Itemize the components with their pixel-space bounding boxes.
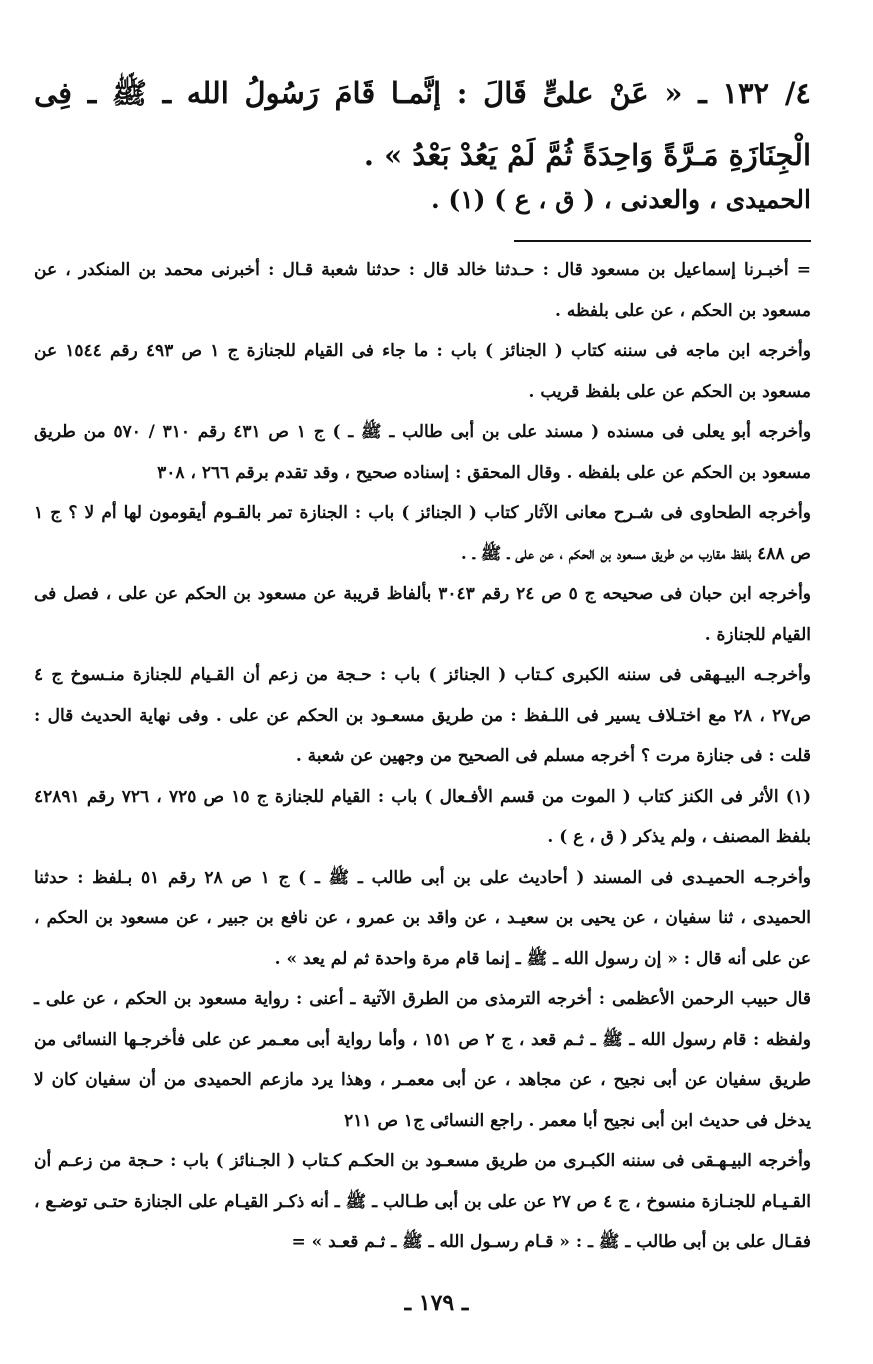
footnote-paragraph: وأخرجـه الحميـدى فى المسند ( أحاديث على بن أبى طالب ـ ﷺ ـ ) ج ١ ص ٢٨ رقم ٥١ بـلفظ : حدثنا الحميدى ، ثنا سفيان ، عن يحيى بن سعيـد ، عن واقد بن عمرو ، عن نافع بن جبير ، عن مسعود بن الحكم ، عن على أنه قال : « إن رسول الله ـ ﷺ ـ إنما قام مرة واحدة ثم لم يعد » .	[34, 867, 811, 969]
footnote-paragraph: وأخرجـه البيـهقى فى سننه الكبرى كـتاب ( الجنائز ) باب : حـجة من زعم أن القـيام للجنازة منـسوخ ج ٤ ص٢٧ ، ٢٨ مع اختـلاف يسير فى اللـفظ : من طريق مسعـود بن الحكم عن على . وفى نهاية الحديث قال : قلت : فى جنازة مرت ؟ أخرجه مسلم فى الصحيح من وجهين عن شعبة .	[34, 665, 811, 766]
footnote-paragraph: وأخرجه الطحاوى فى شـرح معانى الآثار كتاب ( الجنائز ) باب : الجنازة تمر بالقـوم أيقومون لها أم لا ؟ ج ١ ص ٤٨٨ بلفظ مقارب من طريق مسعود بن الحكم ، عن على ـ ﷺ ـ .	[34, 503, 811, 564]
footnote-separator	[514, 240, 811, 242]
page-number: ـ ١٧٩ ـ	[404, 1290, 469, 1316]
footnote-paragraph: وأخرجه ابن حبان فى صحيحه ج ٥ ص ٢٤ رقم ٣٠٤٣ بألفاظ قريبة عن مسعود بن الحكم عن على ، فصل فى القيام للجنازة .	[34, 584, 811, 645]
footnote-paragraph: = أخبـرنا إسماعيل بن مسعود قال : حـدثنا خالد قال : حدثنا شعبة قـال : أخبرنى محمد بن المنكدر ، عن مسعود بن الحكم ، عن على بلفظه .	[34, 260, 811, 321]
footnote-paragraph: وأخرجه أبو يعلى فى مسنده ( مسند على بن أبى طالب ـ ﷺ ـ ) ج ١ ص ٤٣١ رقم ٣١٠ / ٥٧٠ من طريق مسعود بن الحكم عن على بلفظه . وقال المحقق : إسناده صحيح ، وقد تقدم برقم ٢٦٦ ، ٣٠٨	[34, 422, 812, 483]
footnote-paragraph: وأخرجه ابن ماجه فى سننه كتاب ( الجنائز ) باب : ما جاء فى القيام للجنازة ج ١ ص ٤٩٣ رقم ١٥٤٤ عن مسعود بن الحكم عن على بلفظ قريب .	[34, 341, 811, 402]
hadith-sources: الحميدى ، والعدنى ، ( ق ، ع ) (١) .	[430, 185, 811, 214]
hadith-text: ٤/ ١٣٢ ـ « عَنْ علىٍّ قَالَ : إنَّمـا قَامَ رَسُولُ الله ـ ﷺ ـ فِى الْجِنَازَةِ مَـرَّةً وَاحِدَةً ثُمَّ لَمْ يَعُدْ بَعْدُ » .	[34, 76, 811, 172]
footnote-paragraph: قال حبيب الرحمن الأعظمى : أخرجه الترمذى من الطرق الآتية ـ أعنى : رواية مسعود بن الحكم ، عن على ـ ولفظه : قام رسول الله ـ ﷺ ـ ثـم قعد ، ج ٢ ص ١٥١ ، وأما رواية أبى معـمر عن على فأخرجـها النسائى من طريق سفيان عن أبى نجيح ، عن مجاهد ، عن أبى معمـر ، وهذا يرد مازعم الحميدى من أن سفيان كان لا يدخل فى حديث ابن أبى نجيح أبا معمر . راجع النسائى ج١ ص ٢١١	[34, 989, 811, 1131]
footnote-paragraph: وأخرجه البيـهـقى فى سننه الكبـرى من طريق مسعـود بن الحكـم كـتاب ( الجـنائز ) باب : حـجة من زعـم أن القـيـام للجنـازة منسوخ ، ج ٤ ص ٢٧ عن على بن أبى طـالب ـ ﷺ ـ أنه ذكـر القيـام على الجنازة حتـى توضـع ، فقـال على بن أبى طالب ـ ﷺ ـ : « قـام رسـول الله ـ ﷺ ـ ثـم قعـد » =	[34, 1151, 812, 1252]
footnote-paragraph: (١) الأثر فى الكنز كتاب ( الموت من قسم الأفـعال ) باب : القيام للجنازة ج ١٥ ص ٧٢٥ ، ٧٢٦ رقم ٤٢٨٩١ بلفظ المصنف ، ولم يذكر ( ق ، ع ) .	[34, 786, 812, 847]
footnotes	[34, 250, 811, 1263]
